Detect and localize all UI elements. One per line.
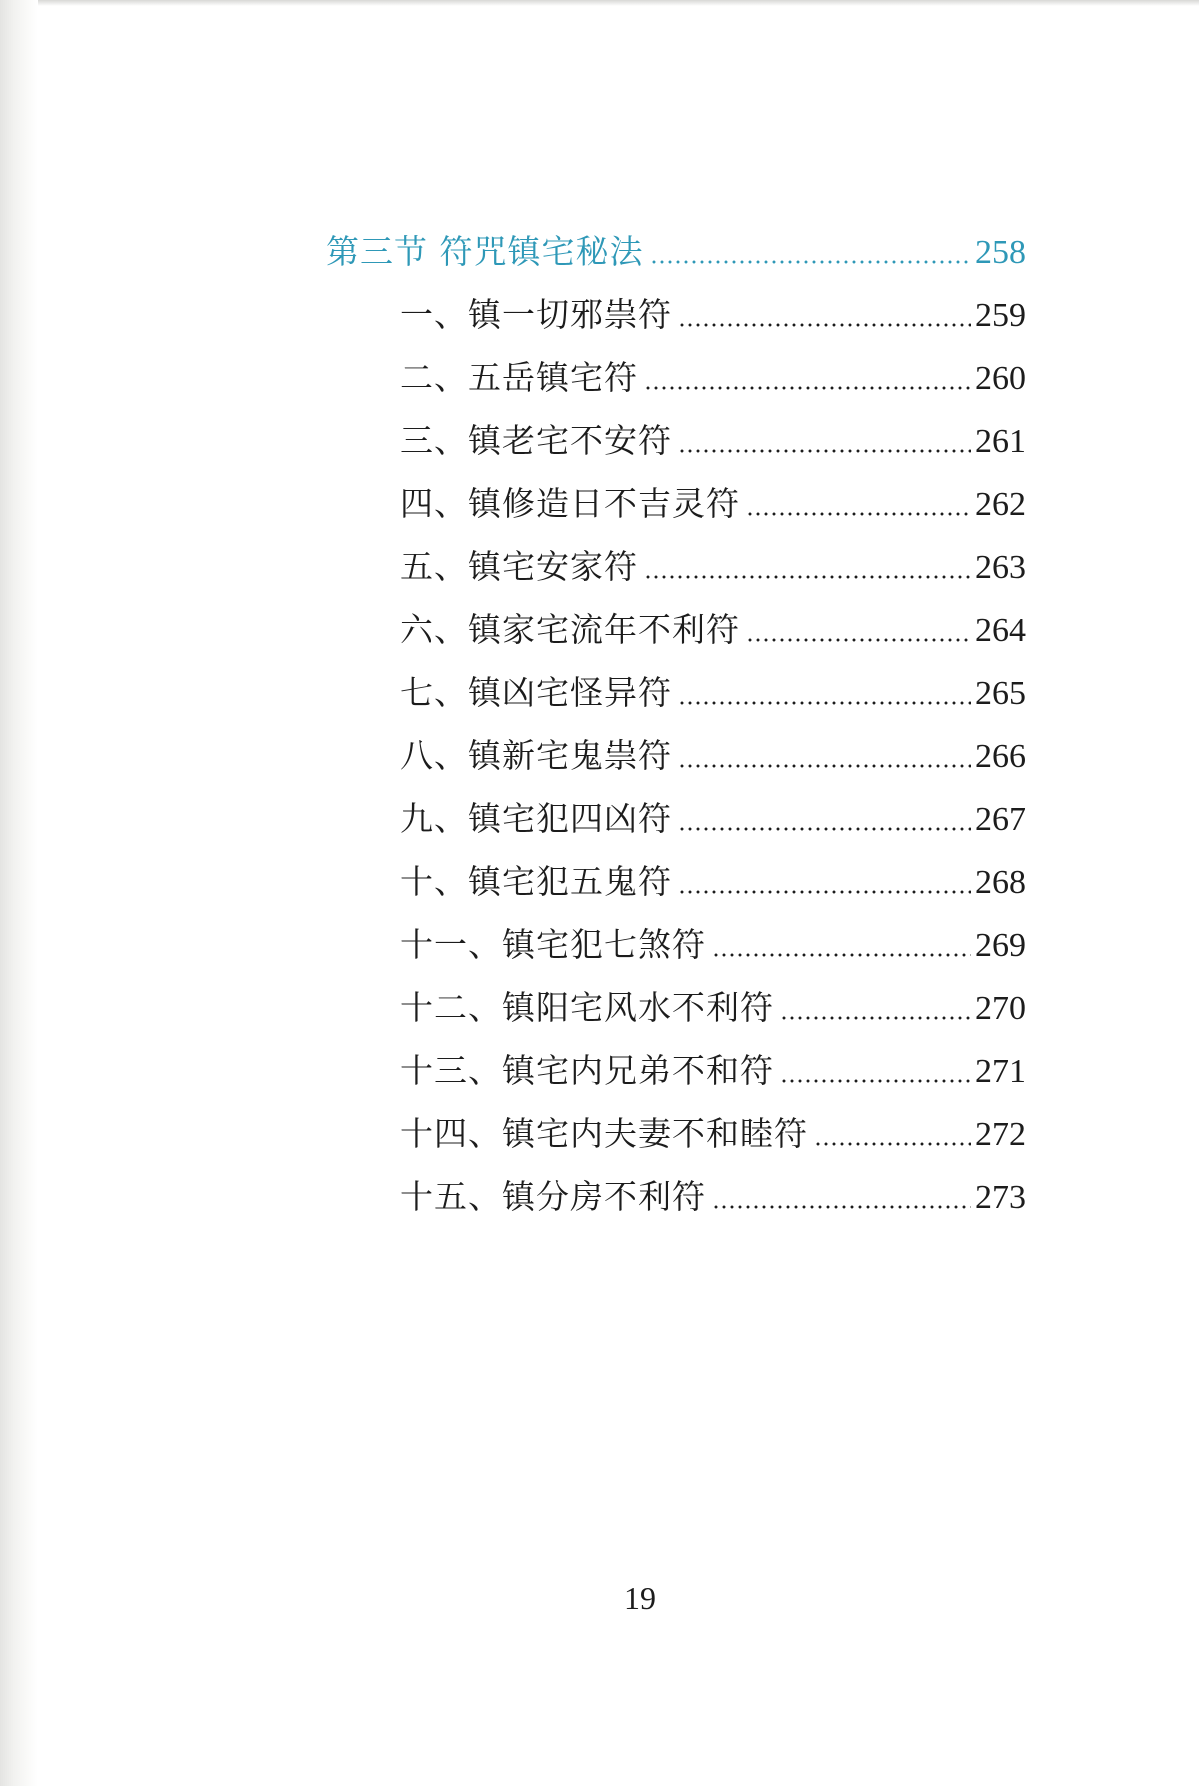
toc-item-page: 264 (975, 612, 1026, 649)
toc-item[interactable] (400, 290, 1026, 340)
toc-item-page: 262 (975, 486, 1026, 523)
toc-item-title: 八、镇新宅鬼祟符 (400, 736, 672, 775)
toc-item[interactable] (400, 605, 1026, 655)
toc-item-title: 一、镇一切邪祟符 (400, 295, 672, 334)
toc-item[interactable] (400, 1172, 1026, 1222)
toc-item-page: 272 (975, 1116, 1026, 1153)
toc-item-page: 263 (975, 549, 1026, 586)
toc-item[interactable] (400, 731, 1026, 781)
toc-dot-leader (678, 822, 971, 832)
toc-item-title: 六、镇家宅流年不利符 (400, 610, 740, 649)
toc-item-title: 三、镇老宅不安符 (400, 421, 672, 460)
toc-item[interactable] (400, 668, 1026, 718)
toc-item[interactable] (400, 920, 1026, 970)
toc-dot-leader (678, 885, 971, 895)
toc-item[interactable] (400, 1046, 1026, 1096)
toc-dot-leader (814, 1137, 971, 1147)
toc-item[interactable] (400, 1109, 1026, 1159)
toc-dot-leader (644, 570, 971, 580)
toc-dot-leader (712, 1200, 971, 1210)
toc-item-title: 十四、镇宅内夫妻不和睦符 (400, 1114, 808, 1153)
toc-item-page: 269 (975, 927, 1026, 964)
toc-item-page: 261 (975, 423, 1026, 460)
toc-item-page: 270 (975, 990, 1026, 1027)
toc-dot-leader (746, 633, 971, 643)
toc-item-page: 266 (975, 738, 1026, 775)
toc-dot-leader (644, 381, 971, 391)
toc-item-page: 273 (975, 1179, 1026, 1216)
page-number: 19 (624, 1580, 656, 1616)
toc-item-page: 259 (975, 297, 1026, 334)
toc-dot-leader (712, 948, 971, 958)
toc-item[interactable] (400, 416, 1026, 466)
toc-dot-leader (678, 696, 971, 706)
toc-item-title: 十三、镇宅内兄弟不和符 (400, 1051, 774, 1090)
toc-item-title: 五、镇宅安家符 (400, 547, 638, 586)
toc-item-title: 二、五岳镇宅符 (400, 358, 638, 397)
toc-item[interactable] (400, 983, 1026, 1033)
toc-dot-leader (678, 444, 971, 454)
toc-item-title: 十一、镇宅犯七煞符 (400, 925, 706, 964)
toc-section-page: 258 (975, 234, 1026, 271)
toc-item-title: 十、镇宅犯五鬼符 (400, 862, 672, 901)
scan-top-shadow (0, 0, 1199, 6)
toc-section-heading[interactable] (326, 227, 1026, 277)
toc-item-title: 十二、镇阳宅风水不利符 (400, 988, 774, 1027)
toc-item-page: 265 (975, 675, 1026, 712)
toc-section-title: 第三节 符咒镇宅秘法 (326, 232, 644, 271)
toc-item-title: 四、镇修造日不吉灵符 (400, 484, 740, 523)
toc-item-page: 267 (975, 801, 1026, 838)
toc-item[interactable] (400, 353, 1026, 403)
toc-item-page: 260 (975, 360, 1026, 397)
toc-dot-leader (746, 507, 971, 517)
toc-item[interactable] (400, 479, 1026, 529)
toc-dot-leader (650, 255, 972, 265)
toc-dot-leader (678, 759, 971, 769)
toc-dot-leader (780, 1011, 971, 1021)
toc-item-title: 十五、镇分房不利符 (400, 1177, 706, 1216)
toc-item[interactable] (400, 794, 1026, 844)
toc-item-page: 271 (975, 1053, 1026, 1090)
toc-item-page: 268 (975, 864, 1026, 901)
toc-item-title: 九、镇宅犯四凶符 (400, 799, 672, 838)
toc-dot-leader (780, 1074, 971, 1084)
toc-item[interactable] (400, 542, 1026, 592)
toc-item-title: 七、镇凶宅怪异符 (400, 673, 672, 712)
toc-dot-leader (678, 318, 971, 328)
toc-item[interactable] (400, 857, 1026, 907)
scan-left-edge-shadow (0, 0, 38, 1786)
